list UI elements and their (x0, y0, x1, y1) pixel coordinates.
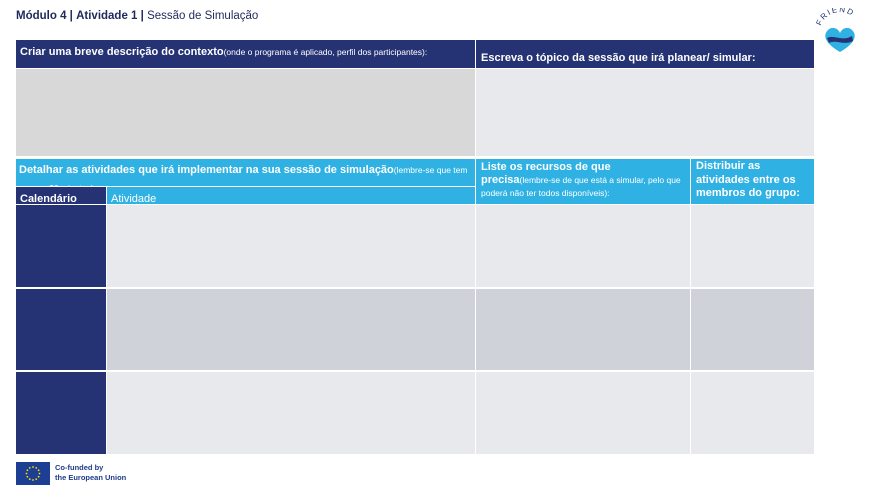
activities-header (16, 159, 475, 186)
calendar-column-header (16, 187, 106, 204)
cofunded-line2: the European Union (55, 473, 127, 482)
activity-cell-3[interactable] (107, 372, 475, 454)
context-header (16, 40, 475, 68)
activity-cell-2[interactable] (107, 289, 475, 370)
eu-flag-icon (16, 462, 50, 485)
resources-header (476, 159, 690, 204)
distribute-cell-1[interactable] (691, 205, 814, 287)
topic-header (476, 40, 814, 68)
eu-cofunded-text (55, 463, 126, 483)
activities-title: Detalhar as atividades que irá implementar na sua sessão de simulação (19, 164, 394, 176)
resources-cell-1[interactable] (476, 205, 690, 287)
context-title: Criar uma breve descrição do contexto (20, 46, 224, 58)
topic-title: Escreva o tópico da sessão que irá planear/ simular: (481, 52, 756, 64)
calendar-cell-3[interactable] (16, 372, 106, 454)
activity-cell-1[interactable] (107, 205, 475, 287)
svg-text:FRIEND: FRIEND (814, 8, 857, 27)
distribute-header (691, 159, 814, 204)
calendar-label: Calendário (20, 193, 77, 205)
activity-label: Atividade 1 (76, 10, 138, 22)
friend-logo-icon (812, 8, 868, 58)
activity-label: Atividade (111, 193, 157, 205)
page-title (16, 10, 258, 22)
activities-note: (lembre-se que tem (393, 165, 468, 175)
title-separator: | (69, 10, 73, 22)
friend-logo (812, 8, 868, 58)
resources-cell-3[interactable] (476, 372, 690, 454)
resources-title-line1: Liste os recursos de que (481, 161, 611, 173)
module-label: Módulo 4 (16, 10, 67, 22)
distribute-cell-2[interactable] (691, 289, 814, 370)
session-label: Sessão de Simulação (147, 10, 259, 22)
calendar-cell-1[interactable] (16, 205, 106, 287)
cofunded-line1: Co-funded by (55, 463, 104, 472)
context-input-area[interactable] (16, 69, 475, 156)
resources-note: (lembre-se de que está a simular, pelo que poderá não ter todos disponíveis): (481, 175, 681, 198)
activity-column-header (107, 187, 475, 204)
topic-input-area[interactable] (476, 69, 814, 156)
title-separator: | (140, 10, 144, 22)
distribute-cell-3[interactable] (691, 372, 814, 454)
eu-stars-icon (16, 462, 50, 485)
context-note: (onde o programa é aplicado, perfil dos participantes): (223, 47, 428, 57)
resources-title-line2: precisa (481, 174, 520, 186)
distribute-title: Distribuir as atividades entre os membros do grupo: (696, 160, 800, 199)
resources-cell-2[interactable] (476, 289, 690, 370)
calendar-cell-2[interactable] (16, 289, 106, 370)
